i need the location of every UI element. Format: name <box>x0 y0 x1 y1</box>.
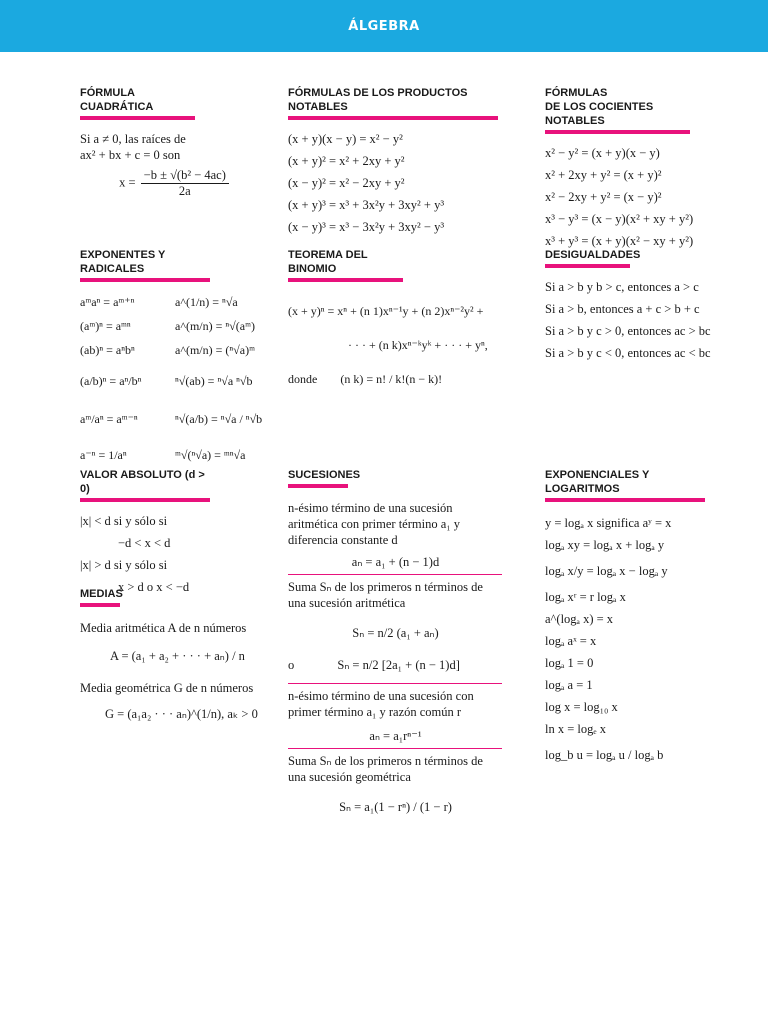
inequality-line: Si a > b y c < 0, entonces ac < bc <box>545 346 711 360</box>
sequences-heading: SUCESIONES <box>288 468 348 488</box>
log-rule: logₐ aˣ = x <box>545 634 597 648</box>
inequality-line: Si a > b, entonces a + c > b + c <box>545 302 700 316</box>
geo-mean-label: Media geométrica G de n números <box>80 681 254 695</box>
arith-nth-text: n-ésimo término de una sucesión aritmética con primer término a₁ y diferencia constante d <box>288 501 460 547</box>
quotients-heading-line1: FÓRMULAS <box>545 87 608 99</box>
products-heading: FÓRMULAS DE LOS PRODUCTOS NOTABLES <box>288 86 498 120</box>
radical-rule: ᵐ√(ⁿ√a) = ᵐⁿ√a <box>175 448 246 462</box>
geo-nth-text: n-ésimo término de una sucesión con primer término a₁ y razón común r <box>288 689 474 719</box>
exponents-heading: EXPONENTES Y RADICALES <box>80 248 210 282</box>
exponent-rule: aᵐ/aⁿ = aᵐ⁻ⁿ <box>80 412 138 426</box>
exponent-rule: (aᵐ)ⁿ = aᵐⁿ <box>80 319 131 333</box>
quadratic-section <box>80 86 270 199</box>
quadratic-line1: Si a ≠ 0, las raíces de <box>80 132 186 146</box>
arith-mean-formula: A = (a₁ + a₂ + · · · + aₙ) / n <box>110 649 245 663</box>
arith-mean-label: Media aritmética A de n números <box>80 621 247 635</box>
log-rule: log x = log₁₀ x <box>545 700 618 714</box>
quotients-heading-line2: DE LOS COCIENTES NOTABLES <box>545 100 690 134</box>
or-label: o <box>288 658 295 672</box>
log-rule: logₐ a = 1 <box>545 678 593 692</box>
product-line: (x − y)² = x² − 2xy + y² <box>288 176 405 190</box>
binomial-line1: (x + y)ⁿ = xⁿ + (n 1)xⁿ⁻¹y + (n 2)xⁿ⁻²y² + <box>288 304 484 318</box>
arith-nth-formula: aₙ = a₁ + (n − 1)d <box>351 555 440 569</box>
divider <box>288 683 502 684</box>
absolute-line: |x| < d si y sólo si <box>80 514 168 528</box>
quadratic-numerator: −b ± √(b² − 4ac) <box>141 168 229 184</box>
absolute-line: −d < x < d <box>118 536 171 550</box>
quadratic-formula <box>80 168 270 199</box>
radical-rule: a^(m/n) = ⁿ√(aᵐ) <box>175 319 255 333</box>
binomial-line2: · · · + (n k)xⁿ⁻ᵏyᵏ + · · · + yⁿ, <box>348 338 488 352</box>
exponent-rule: a⁻ⁿ = 1/aⁿ <box>80 448 127 462</box>
means-heading: MEDIAS <box>80 587 120 607</box>
absolute-section <box>80 468 280 598</box>
product-line: (x − y)³ = x³ − 3x²y + 3xy² − y³ <box>288 220 445 234</box>
divider <box>288 574 502 575</box>
absolute-heading: VALOR ABSOLUTO (d > 0) <box>80 468 210 502</box>
log-rule: log_b u = logₐ u / logₐ b <box>545 748 664 762</box>
binomial-heading: TEOREMA DEL BINOMIO <box>288 248 403 282</box>
log-rule: logₐ 1 = 0 <box>545 656 594 670</box>
divider <box>288 748 502 749</box>
radical-rule: a^(1/n) = ⁿ√a <box>175 295 238 309</box>
quadratic-denominator: 2a <box>178 184 191 198</box>
arith-sum-formula1: Sₙ = n/2 (a₁ + aₙ) <box>352 626 439 640</box>
quotient-line: x³ − y³ = (x − y)(x² + xy + y²) <box>545 212 694 226</box>
radical-rule: ⁿ√(ab) = ⁿ√a ⁿ√b <box>175 374 253 388</box>
quotients-section <box>545 86 745 252</box>
log-rule: logₐ xʳ = r logₐ x <box>545 590 626 604</box>
title-banner <box>0 0 768 52</box>
log-rule: a^(logₐ x) = x <box>545 612 614 626</box>
radical-rule: a^(m/n) = (ⁿ√a)ᵐ <box>175 343 255 357</box>
product-line: (x + y)³ = x³ + 3x²y + 3xy² + y³ <box>288 198 445 212</box>
quotient-line: x² − y² = (x + y)(x − y) <box>545 146 660 160</box>
means-section <box>80 587 280 725</box>
geo-nth-formula: aₙ = a₁rⁿ⁻¹ <box>369 729 422 743</box>
arith-sum-alt <box>288 657 503 673</box>
inequality-line: Si a > b y c > 0, entonces ac > bc <box>545 324 711 338</box>
binomial-coefficient: (n k) = n! / k!(n − k)! <box>340 372 443 386</box>
log-rule: ln x = logₑ x <box>545 722 606 736</box>
geo-sum-text: Suma Sₙ de los primeros n términos de una sucesión geométrica <box>288 754 483 784</box>
geo-mean-formula: G = (a₁a₂ · · · aₙ)^(1/n), aₖ > 0 <box>105 707 258 721</box>
binomial-where-label: donde <box>288 372 318 386</box>
quotient-line: x² − 2xy + y² = (x − y)² <box>545 190 662 204</box>
radical-rule: ⁿ√(a/b) = ⁿ√a / ⁿ√b <box>175 412 263 426</box>
page-title: ÁLGEBRA <box>348 18 420 34</box>
quotient-line: x² + 2xy + y² = (x + y)² <box>545 168 662 182</box>
product-line: (x + y)(x − y) = x² − y² <box>288 132 403 146</box>
product-line: (x + y)² = x² + 2xy + y² <box>288 154 405 168</box>
log-rule: logₐ xy = logₐ x + logₐ y <box>545 538 665 552</box>
binomial-section <box>288 248 528 392</box>
absolute-line: x > d o x < −d <box>118 580 190 594</box>
log-rule: y = logₐ x significa aʸ = x <box>545 516 672 530</box>
arith-sum-text: Suma Sₙ de los primeros n términos de una sucesión aritmética <box>288 580 483 610</box>
exponent-rule: aᵐaⁿ = aᵐ⁺ⁿ <box>80 295 135 309</box>
log-rule: logₐ x/y = logₐ x − logₐ y <box>545 564 668 578</box>
exponent-rule: (a/b)ⁿ = aⁿ/bⁿ <box>80 374 142 388</box>
logs-section <box>545 468 755 770</box>
geo-sum-formula: Sₙ = a₁(1 − rⁿ) / (1 − r) <box>339 800 452 814</box>
quadratic-lhs: x = <box>119 175 136 190</box>
arith-sum-formula2: Sₙ = n/2 [2a₁ + (n − 1)d] <box>337 658 460 672</box>
inequality-line: Si a > b y b > c, entonces a > c <box>545 280 699 294</box>
products-section <box>288 86 503 238</box>
logs-heading: EXPONENCIALES Y LOGARITMOS <box>545 468 705 502</box>
absolute-line: |x| > d si y sólo si <box>80 558 168 572</box>
binomial-where <box>288 366 528 392</box>
inequalities-section <box>545 248 755 364</box>
exponent-rule: (ab)ⁿ = aⁿbⁿ <box>80 343 135 357</box>
quadratic-line2: ax² + bx + c = 0 son <box>80 148 181 162</box>
exponents-section <box>80 248 285 470</box>
quotient-line: x³ + y³ = (x + y)(x² − xy + y²) <box>545 234 694 248</box>
inequalities-heading: DESIGUALDADES <box>545 248 630 268</box>
quadratic-heading: FÓRMULA CUADRÁTICA <box>80 86 195 120</box>
sequences-section <box>288 468 503 815</box>
